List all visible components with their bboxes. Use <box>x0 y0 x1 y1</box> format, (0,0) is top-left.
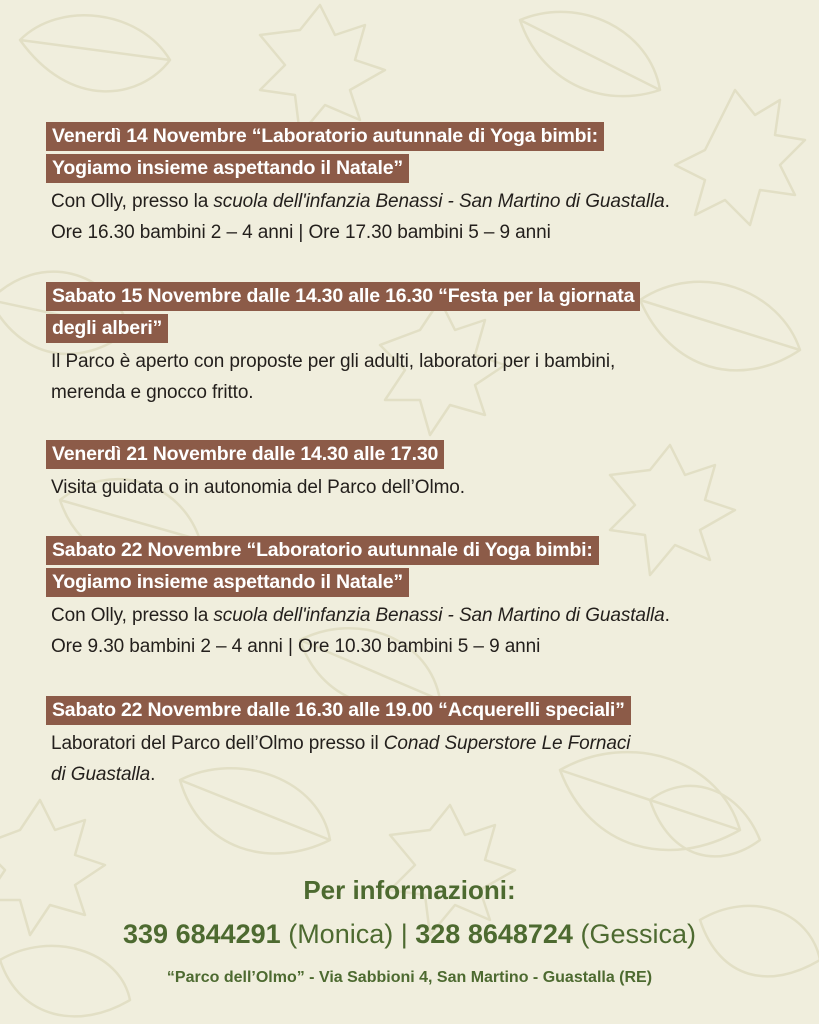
event-description: Il Parco è aperto con proposte per gli adulti, laboratori per i bambini, <box>51 351 616 372</box>
event-heading: Venerdì 14 Novembre “Laboratorio autunnale di Yoga bimbi: <box>46 122 604 151</box>
event-description: di Guastalla. <box>51 764 156 785</box>
info-title: Per informazioni: <box>303 875 516 905</box>
event-description: Ore 16.30 bambini 2 – 4 anni | Ore 17.30 bambini 5 – 9 anni <box>51 222 551 243</box>
event-heading: Sabato 15 Novembre dalle 14.30 alle 16.30 “Festa per la giornata <box>46 282 640 311</box>
phone-number[interactable]: 339 6844291 <box>123 919 281 949</box>
event-heading: degli alberi” <box>46 314 168 343</box>
event-description: Visita guidata o in autonomia del Parco dell’Olmo. <box>51 477 465 498</box>
contact-phones <box>0 914 819 954</box>
contact-name: (Monica) <box>288 919 394 949</box>
event-item <box>46 440 816 503</box>
event-heading: Yogiamo insieme aspettando il Natale” <box>46 568 409 597</box>
event-description: Laboratori del Parco dell’Olmo presso il Conad Superstore Le Fornaci <box>51 733 631 754</box>
address: “Parco dell’Olmo” - Via Sabbioni 4, San Martino - Guastalla (RE) <box>166 969 653 986</box>
event-item <box>46 282 816 408</box>
event-description: merenda e gnocco fritto. <box>51 382 254 403</box>
event-description: Con Olly, presso la scuola dell'infanzia Benassi - San Martino di Guastalla. <box>51 191 670 212</box>
event-description: Ore 9.30 bambini 2 – 4 anni | Ore 10.30 bambini 5 – 9 anni <box>51 636 541 657</box>
event-heading: Sabato 22 Novembre dalle 16.30 alle 19.00 “Acquerelli speciali” <box>46 696 631 725</box>
event-description: Con Olly, presso la scuola dell'infanzia Benassi - San Martino di Guastalla. <box>51 605 670 626</box>
phone-number[interactable]: 328 8648724 <box>415 919 573 949</box>
separator: | <box>393 919 416 949</box>
event-heading: Sabato 22 Novembre “Laboratorio autunnale di Yoga bimbi: <box>46 536 599 565</box>
contact-name: (Gessica) <box>580 919 696 949</box>
event-item <box>46 122 816 248</box>
event-item <box>46 536 816 662</box>
event-heading: Yogiamo insieme aspettando il Natale” <box>46 154 409 183</box>
event-heading: Venerdì 21 Novembre dalle 14.30 alle 17.30 <box>46 440 444 469</box>
event-item <box>46 696 816 790</box>
